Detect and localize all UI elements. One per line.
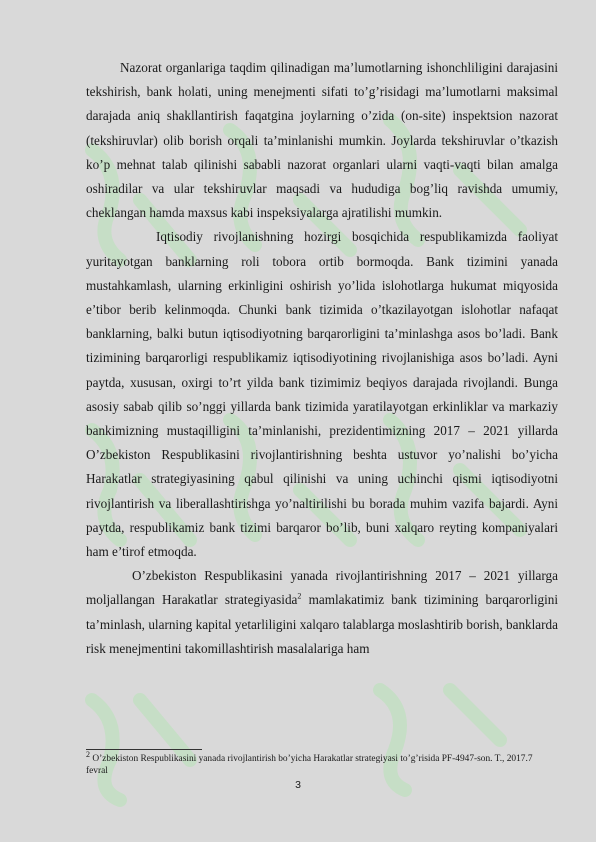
footnote-text: O’zbekiston Respublikasini yanada rivojlantirish bo’yicha Harakatlar strategiyasi to’g’risida PF-4947-son. T., 2017.7 fevral [86, 754, 533, 776]
paragraph-3 [86, 564, 558, 661]
paragraph-3-text-end: mamlakatimiz bank tizimining barqarorligini ta’minlash, ularning kapital yetarliligini xalqaro talablarga moslashtirib borish, banklarda risk menejmentini takomillashtirish masalalariga ham [86, 592, 558, 656]
footnote [86, 749, 536, 777]
page-number: 3 [295, 779, 301, 791]
paragraph-2: Iqtisodiy rivojlanishning hozirgi bosqichida respublikamizda faoliyat yuritayotgan banklarning roli tobora ortib bormoqda. Bank tizimini yanada mustahkamlash, ularning erkinligini oshirish yo’lida islohotlarga hukumat miqyosida e’tibor berib kelinmoqda. Chunki bank tizimida o’tkazilayotgan islohotlar nafaqat banklarning, balki butun iqtisodiyotning barqarorligini ta’minlashga asos bo’ladi. Bank tizimining barqarorligi respublikamiz iqtisodiyotining rivojlanishiga asos bo’ladi. Ayni paytda, xususan, oxirgi to’rt yilda bank tizimimiz beqiyos darajada rivojlandi. Bunga asosiy sabab qilib so’nggi yillarda bank tizimida yaratilayotgan erkinliklar va markaziy bankimizning mustaqilligini ta’minlanishi, prezidentimizning 2017 – 2021 yillarda O’zbekiston Respublikasini rivojlantirishning beshta ustuvor yo’nalishi bo’yicha Harakatlar strategiyasining qabul qilinishi va uning uchinchi qismi iqtisodiyotni rivojlantirish va liberallashtirishga yo’naltirilishi bu borada muhim vazifa bajardi. Ayni paytda, respublikamiz bank tizimi barqaror bo’lib, buni xalqaro reyting kompaniyalari ham e’tirof etmoqda. [86, 229, 558, 560]
paragraph-1: Nazorat organlariga taqdim qilinadigan ma’lumotlarning ishonchliligini darajasini tekshirish, bank holati, uning menejmenti sifati to’g’risidagi ma’lumotlarni maksimal darajada aniq shakllantirish faqatgina joylarning o’zida (on-site) inspektsion nazorat (tekshiruvlar) olib borish orqali ta’minlanishi mumkin. Joylarda tekshiruvlar o’tkazish ko’p mehnat talab qilinishi sababli nazorat organlari ularni vaqti-vaqti bilan amalga oshiradilar va ular tekshiruvlar maqsadi va hududiga bog’liq ravishda umumiy, cheklangan hamda maxsus kabi inspeksiyalarga ajratilishi mumkin. [86, 60, 558, 221]
footnote-reference[interactable]: 2 [297, 592, 302, 602]
body-text [86, 56, 558, 661]
footnote-marker: 2 [86, 749, 90, 759]
footnote-separator [86, 749, 202, 750]
paragraph-3-text-start: O’zbekiston Respublikasini yanada rivojlantirishning 2017 – 2021 yillarga moljallangan Harakatlar strategiyasida [86, 568, 558, 608]
